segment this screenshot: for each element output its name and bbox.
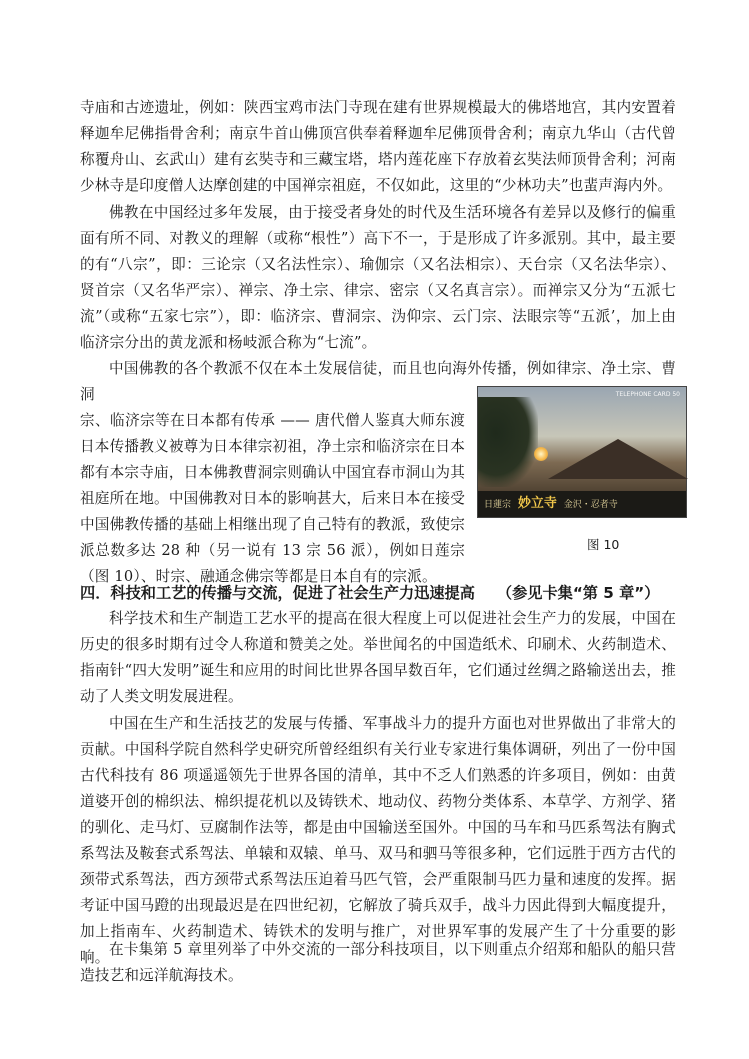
- paragraph-tech-contributions: 中国在生产和生活技艺的发展与传播、军事战斗力的提升方面也对世界做出了非常大的贡献。中国科学院自然科学史研究所曾经组织有关行业专家进行集体调研，列出了一份中国古代科技有 86 项遥遥领先于世界各国的清单，其中不乏人们熟悉的许多项目，例如：由黄道婆开创的棉织法、棉织提花机以及铸铁术、地动仪、药物分类体系、本草学、方剂学、猪的驯化、走马灯、豆腐制作法等，都是由中国输送至国外。中国的马车和马匹系驾法有胸式系驾法及鞍套式系驾法、单辕和双辕、单马、双马和驷马等很多种，它们远胜于西方古代的颈带式系驾法，西方颈带式系驾法压迫着马匹气管，会严重限制马匹力量和速度的发挥。据考证中国马蹬的出现最迟是在四世纪初，它解放了骑兵双手，战斗力因此得到大幅度提升，加上指南车、火药制造术、铸铁术的发明与推广，对世界军事的发展产生了十分重要的影响。: [80, 715, 676, 966]
- paragraph-japan-rest: 宗、临济宗等在日本都有传承 —— 唐代僧人鉴真大师东渡日本传播教义被尊为日本律宗初祖，净土宗和临济宗在日本都有本宗寺庙，日本佛教曹洞宗则确认中国宜春市洞山为其祖庭所在地。中国佛教对日本的影响甚大，后来日本在接受中国佛教传播的基础上相继出现了自己特有的教派，致使宗派总数多达 28 种（另一说有 13 宗 56 派），例如日莲宗（图 10）、时宗、融通念佛宗等都是日本自有的宗派。: [80, 412, 465, 585]
- temple-roof-silhouette: [548, 439, 688, 479]
- section-heading-ref: （参见卡集“第 5 章”）: [496, 584, 660, 602]
- card-label: TELEPHONE CARD 50: [615, 391, 680, 398]
- tree-silhouette: [478, 397, 538, 487]
- strip-left-text: 日蓮宗: [484, 500, 512, 510]
- paragraph-zhenghe-intro: 在卡集第 5 章里列举了中外交流的一部分科技项目，以下则重点介绍郑和船队的船只营造技艺和远洋航海技术。: [80, 941, 676, 984]
- figure-telephone-card-image: [477, 386, 687, 518]
- paragraph-tech-productivity: 科学技术和生产制造工艺水平的提高在很大程度上可以促进社会生产力的发展，中国在历史的很多时期有过令人称道和赞美之处。举世闻名的中国造纸术、印刷术、火药制造术、指南针“四大发明”诞生和应用的时间比世界各国早数百年，它们通过丝绸之路输送出去，推动了人类文明发展进程。: [80, 610, 676, 705]
- strip-right-text: 金沢・忍者寺: [563, 500, 618, 510]
- sunset-glow: [534, 447, 548, 461]
- section-heading-text: 四．科技和工艺的传播与交流，促进了社会生产力迅速提高: [80, 584, 475, 602]
- section-heading: [80, 580, 700, 606]
- paragraph-japan-first-line: 中国佛教的各个教派不仅在本土发展信徒，而且也向海外传播，例如律宗、净土宗、曹洞: [80, 360, 676, 403]
- strip-brand-text: 妙立寺: [517, 496, 557, 511]
- paragraph-temples: 寺庙和古迹遗址，例如：陕西宝鸡市法门寺现在建有世界规模最大的佛塔地宫，其内安置着释迦牟尼佛指骨舍利；南京牛首山佛顶宫供奉着释迦牟尼佛顶骨舍利；南京九华山（古代曾称覆舟山、玄武山）建有玄奘寺和三藏宝塔，塔内莲花座下存放着玄奘法师顶骨舍利；河南少林寺是印度僧人达摩创建的中国禅宗祖庭，不仅如此，这里的“少林功夫”也蜚声海内外。: [80, 99, 676, 194]
- paragraph-buddhist-schools: 佛教在中国经过多年发展，由于接受者身处的时代及生活环境各有差异以及修行的偏重面有所不同、对教义的理解（或称“根性”）高下不一，于是形成了许多派别。其中，最主要的有“八宗”，即：三论宗（又名法性宗）、瑜伽宗（又名法相宗）、天台宗（又名法华宗）、贤首宗（又名华严宗）、禅宗、净土宗、律宗、密宗（又名真言宗）。而禅宗又分为“五派七流”（或称“五家七宗”），即：临济宗、曹洞宗、沩仰宗、云门宗、法眼宗等“五派’，加上由临济宗分出的黄龙派和杨岐派合称为“七流”。: [80, 204, 676, 351]
- card-caption-strip: [478, 491, 686, 517]
- figure-caption: 图 10: [587, 537, 620, 552]
